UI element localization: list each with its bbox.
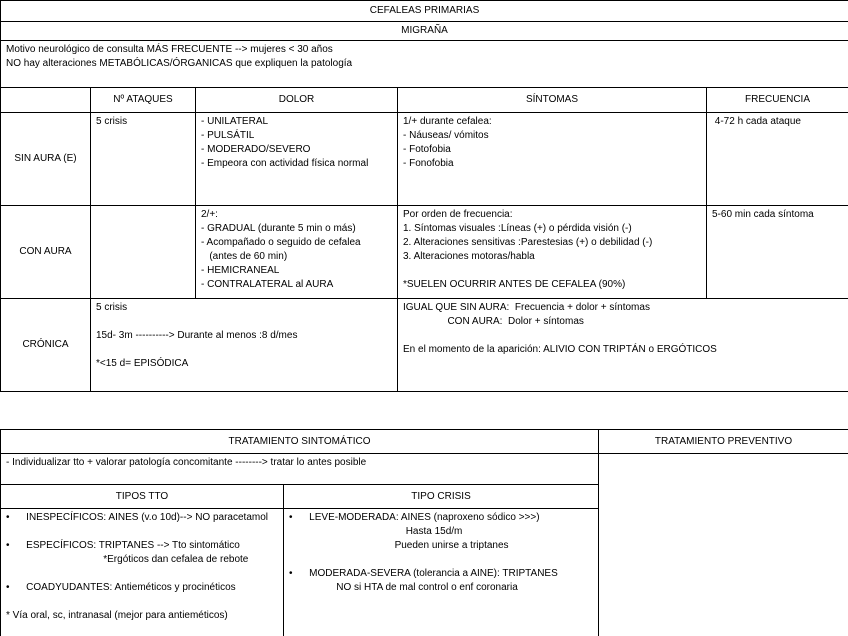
sintomas-line: IGUAL QUE SIN AURA: Frecuencia + dolor + síntomas	[403, 302, 650, 313]
tto-line: • COADYUDANTES: Antieméticos y procinéticos	[6, 582, 236, 593]
title-preventivo: TRATAMIENTO PREVENTIVO	[599, 430, 848, 454]
header-dolor: DOLOR	[196, 88, 398, 113]
spacer	[6, 595, 278, 609]
ataques-line: 15d- 3m ----------> Durante al menos :8 d/mes	[96, 330, 298, 341]
dolor-line: - Acompañado o seguido de cefalea	[201, 237, 361, 248]
sintomas-line: 1. Síntomas visuales :Líneas (+) o pérdida visión (-)	[403, 223, 632, 234]
sintomas-line: - Fotofobia	[403, 144, 451, 155]
intro-line: NO hay alteraciones METABÓLICAS/ÓRGANICAS que expliquen la patología	[6, 58, 353, 69]
crisis-line: • LEVE-MODERADA: AINES (naproxeno sódico >>>)	[289, 512, 540, 523]
ataques-line: 5 crisis	[96, 116, 128, 127]
frecuencia-line: 5-60 min cada síntoma	[712, 209, 814, 220]
sintomas-line: - Náuseas/ vómitos	[403, 130, 489, 141]
crisis-line: Pueden unirse a triptanes	[289, 540, 509, 551]
spacer	[403, 264, 701, 278]
ataques-line: *<15 d= EPISÓDICA	[96, 358, 189, 369]
frecuencia-cell	[707, 206, 848, 299]
sintomas-line: - Fonofobia	[403, 158, 454, 169]
intro-line: Motivo neurológico de consulta MÁS FRECUENTE --> mujeres < 30 años	[6, 44, 333, 55]
tto-line: * Vía oral, sc, intranasal (mejor para antieméticos)	[6, 610, 228, 621]
table-row	[1, 299, 848, 392]
sintomas-line: Por orden de frecuencia:	[403, 209, 513, 220]
dolor-cell	[196, 113, 398, 206]
sintomas-cell	[398, 299, 848, 392]
intro-line: - Individualizar tto + valorar patología concomitante --------> tratar lo antes posible	[6, 457, 367, 468]
header-sintomas: SÍNTOMAS	[398, 88, 707, 113]
sintomas-cell	[398, 206, 707, 299]
sintomas-line: 2. Alteraciones sensitivas :Parestesias (+) o debilidad (-)	[403, 237, 653, 248]
header-tipos-tto: TIPOS TTO	[1, 485, 284, 509]
dolor-line: - GRADUAL (durante 5 min o más)	[201, 223, 356, 234]
spacer	[403, 329, 843, 343]
tipo-crisis-cell	[284, 509, 599, 636]
treatment-table	[0, 429, 848, 636]
dolor-cell	[196, 206, 398, 299]
sintomas-line: 1/+ durante cefalea:	[403, 116, 492, 127]
intro-cell	[1, 41, 848, 88]
crisis-line: • MODERADA-SEVERA (tolerancia a AINE): TRIPTANES	[289, 568, 558, 579]
header-ataques: Nº ATAQUES	[91, 88, 196, 113]
spacer	[96, 343, 392, 357]
crisis-line: Hasta 15d/m	[289, 526, 463, 537]
dolor-line: - HEMICRANEAL	[201, 265, 280, 276]
row-label: CON AURA	[1, 206, 91, 299]
table-subtitle: MIGRAÑA	[1, 22, 848, 41]
tto-line: • INESPECÍFICOS: AINES (v.o 10d)--> NO paracetamol	[6, 512, 269, 523]
crisis-line: NO si HTA de mal control o enf coronaria	[289, 582, 518, 593]
table-title: CEFALEAS PRIMARIAS	[1, 1, 848, 22]
spacer	[289, 553, 593, 567]
table-row	[1, 206, 848, 299]
tto-line: • ESPECÍFICOS: TRIPTANES --> Tto sintomático	[6, 540, 240, 551]
ataques-cell	[91, 299, 398, 392]
dolor-line: - Empeora con actividad física normal	[201, 158, 369, 169]
frecuencia-cell	[707, 113, 848, 206]
dolor-line: 2/+:	[201, 209, 218, 220]
tipos-tto-cell	[1, 509, 284, 636]
sintomas-line: En el momento de la aparición: ALIVIO CON TRIPTÁN o ERGÓTICOS	[403, 344, 717, 355]
header-frecuencia: FRECUENCIA	[707, 88, 848, 113]
row-label: SIN AURA (E)	[1, 113, 91, 206]
sintomas-line: *SUELEN OCURRIR ANTES DE CEFALEA (90%)	[403, 279, 626, 290]
tto-line: *Ergóticos dan cefalea de rebote	[6, 554, 249, 565]
spacer	[96, 315, 392, 329]
header-empty	[1, 88, 91, 113]
preventivo-cell	[599, 454, 848, 636]
dolor-line: - MODERADO/SEVERO	[201, 144, 311, 155]
dolor-line: - UNILATERAL	[201, 116, 269, 127]
sintomas-line: CON AURA: Dolor + síntomas	[403, 316, 584, 327]
sintomas-line: 3. Alteraciones motoras/habla	[403, 251, 535, 262]
dolor-line: - PULSÁTIL	[201, 130, 255, 141]
ataques-line: 5 crisis	[96, 302, 128, 313]
spacer	[6, 567, 278, 581]
ataques-cell	[91, 113, 196, 206]
header-tipo-crisis: TIPO CRISIS	[284, 485, 599, 509]
spacer	[6, 525, 278, 539]
ataques-cell	[91, 206, 196, 299]
title-sintomatico: TRATAMIENTO SINTOMÁTICO	[1, 430, 599, 454]
dolor-line: - CONTRALATERAL al AURA	[201, 279, 334, 290]
row-label: CRÓNICA	[1, 299, 91, 392]
dolor-line: (antes de 60 min)	[201, 251, 288, 262]
table-row	[1, 113, 848, 206]
frecuencia-line: 4-72 h cada ataque	[712, 116, 801, 127]
intro-cell	[1, 454, 599, 485]
sintomas-cell	[398, 113, 707, 206]
